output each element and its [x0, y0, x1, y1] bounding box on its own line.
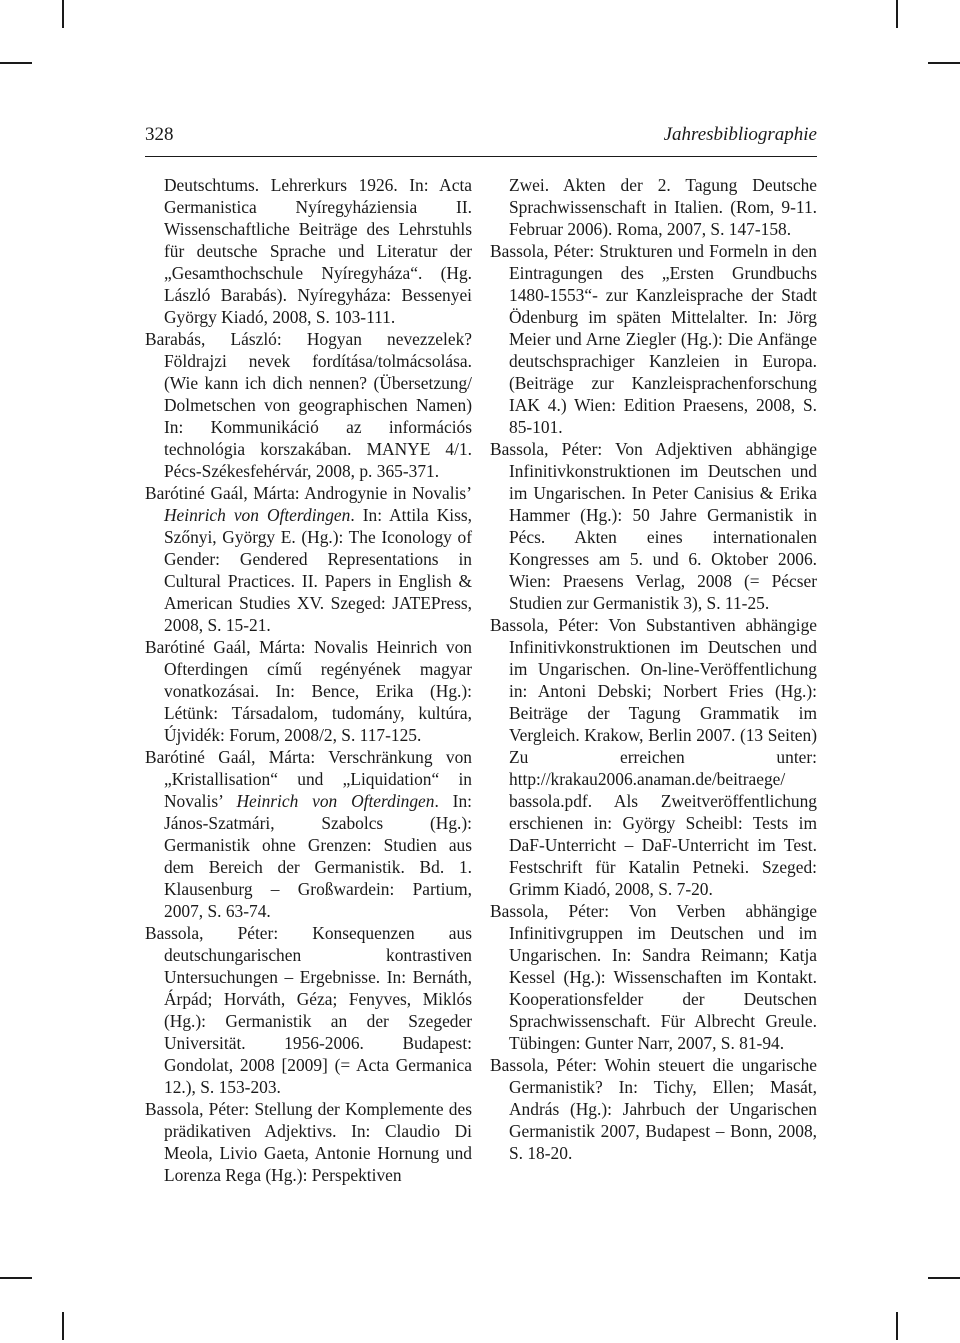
bibliography-entry	[490, 438, 817, 614]
crop-mark-bottom-left	[62, 1312, 64, 1340]
bibliography-entry	[490, 900, 817, 1054]
entry-text: . In: János-Szatmári, Szabolcs (Hg.): Germanistik ohne Grenzen: Studien aus dem Bereich der Germanistik. Bd. 1. Klausenburg – Großwardein: Partium, 2007, S. 63-74.	[164, 791, 472, 921]
crop-mark-bottom-right	[896, 1312, 898, 1340]
crop-mark-top-left-h	[0, 62, 32, 64]
bibliography-entry	[145, 636, 472, 746]
entry-text: Bassola, Péter: Stellung der Komplemente des prädikativen Adjektivs. In: Claudio Di Meola, Livio Gaeta, Antonie Hornung und Lorenza Rega (Hg.): Perspektiven	[145, 1099, 472, 1185]
entry-text: Bassola, Péter: Von Substantiven abhängige Infinitivkonstruktionen im Deutschen und im Ungarischen. On-line-Veröffentlichung in: Antoni Debski; Norbert Fries (Hg.): Beiträge der Tagung Grammatik im Vergleich. Krakow, Berlin 2007. (13 Seiten) Zu erreichen unter: http://krakau2006.anaman.de/beitraege/ bassola.pdf. Als Zweitveröffentlichung erschienen in: György Scheibl: Tests im DaF-Unterricht – DaF-Unterricht im Test. Festschrift für Katalin Petneki. Szeged: Grimm Kiadó, 2008, S. 7-20.	[490, 615, 817, 899]
bibliography-entry	[490, 240, 817, 438]
entry-title-italic: Heinrich von Ofterdingen	[164, 505, 351, 525]
page-header	[145, 124, 817, 152]
bibliography-entry	[145, 328, 472, 482]
bibliography-entry	[490, 1054, 817, 1164]
entry-text: . In: Attila Kiss, Szőnyi, György E. (Hg.): The Iconology of Gender: Gendered Representations in Cultural Practices. II. Papers in English & American Studies XV. Szeged: JATEPress, 2008, S. 15-21.	[164, 505, 472, 635]
entry-text: Bassola, Péter: Konsequenzen aus deutschungarischen kontrastiven Untersuchungen – Ergebnisse. In: Bernáth, Árpád; Horváth, Géza; Fenyves, Miklós (Hg.): Germanistik an der Szegeder Universität. 1956-2006. Budapest: Gondolat, 2008 [2009] (= Acta Germanica 12.), S. 153-203.	[145, 923, 472, 1097]
crop-mark-top-right	[896, 0, 898, 28]
bibliography-entry	[145, 482, 472, 636]
entry-text: Barabás, László: Hogyan nevezzelek? Földrajzi nevek fordítása/tolmácsolása. (Wie kann ich dich nennen? (Übersetzung/ Dolmetschen von geographischen Namen) In: Kommunikáció az információs technológia korszakában. MANYE 4/1. Pécs-Székesfehérvár, 2008, p. 365-371.	[145, 329, 472, 481]
header-rule	[145, 156, 817, 157]
bibliography-entry	[145, 922, 472, 1098]
crop-mark-top-left	[62, 0, 64, 28]
crop-mark-bottom-left-h	[0, 1277, 32, 1279]
bibliography-entry	[145, 174, 472, 328]
entry-text: Bassola, Péter: Wohin steuert die ungarische Germanistik? In: Tichy, Ellen; Masát, András (Hg.): Jahrbuch der Ungarischen Germanistik 2007, Budapest – Bonn, 2008, S. 18-20.	[490, 1055, 817, 1163]
entry-text: Bassola, Péter: Von Adjektiven abhängige Infinitivkonstruktionen im Deutschen und im Ungarischen. In Peter Canisius & Erika Hammer (Hg.): 50 Jahre Germanistik in Pécs. Akten eines internationalen Kongresses am 5. und 6. Oktober 2006. Wien: Praesens Verlag, 2008 (= Pécser Studien zur Germanistik 3), S. 11-25.	[490, 439, 817, 613]
entry-title-italic: Heinrich von Ofterdingen	[236, 791, 435, 811]
bibliography-entry	[145, 1098, 472, 1186]
crop-mark-top-right-h	[928, 62, 960, 64]
right-column	[490, 174, 817, 1164]
entry-text: Zwei. Akten der 2. Tagung Deutsche Sprachwissenschaft in Italien. (Rom, 9-11. Februar 2006). Roma, 2007, S. 147-158.	[509, 175, 817, 239]
page-number: 328	[145, 124, 174, 145]
entry-text: Barótiné Gaál, Márta: Novalis Heinrich von Ofterdingen című regényének magyar vonatkozásai. In: Bence, Erika (Hg.): Létünk: Társadalom, tudomány, kultúra, Újvidék: Forum, 2008/2, S. 117-125.	[145, 637, 472, 745]
entry-text: Bassola, Péter: Strukturen und Formeln in den Eintragungen des „Ersten Grundbuchs 1480-1553“- zur Kanzleisprache der Stadt Ödenburg im späten Mittelalter. In: Jörg Meier und Arne Ziegler (Hg.): Die Anfänge deutschsprachiger Kanzleien in Europa. (Beiträge zur Kanzleisprachenforschung IAK 4.) Wien: Edition Praesens, 2008, S. 85-101.	[490, 241, 817, 437]
entry-text: Barótiné Gaál, Márta: Androgynie in Novalis’	[145, 483, 472, 503]
crop-mark-bottom-right-h	[928, 1277, 960, 1279]
left-column	[145, 174, 472, 1186]
bibliography-entry	[490, 614, 817, 900]
bibliography-entry	[145, 746, 472, 922]
entry-text: Deutschtums. Lehrerkurs 1926. In: Acta Germanistica Nyíregyháziensia II. Wissenschaftliche Beiträge des Lehrstuhls für deutsche Sprache und Literatur der „Gesamthochschule Nyíregyháza“. (Hg. László Barabás). Nyíregyháza: Bessenyei György Kiadó, 2008, S. 103-111.	[164, 175, 472, 327]
entry-text: Bassola, Péter: Von Verben abhängige Infinitivgruppen im Deutschen und im Ungarischen. In: Sandra Reimann; Katja Kessel (Hg.): Wissenschaften im Kontakt. Kooperationsfelder der Deutschen Sprachwissenschaft. Für Albrecht Greule. Tübingen: Gunter Narr, 2007, S. 81-94.	[490, 901, 817, 1053]
running-title: Jahresbibliographie	[663, 124, 817, 145]
bibliography-entry	[490, 174, 817, 240]
entry-text: Barótiné Gaál, Márta: Verschränkung von „Kristallisation“ und „Liquidation“ in Novalis’	[145, 747, 472, 811]
